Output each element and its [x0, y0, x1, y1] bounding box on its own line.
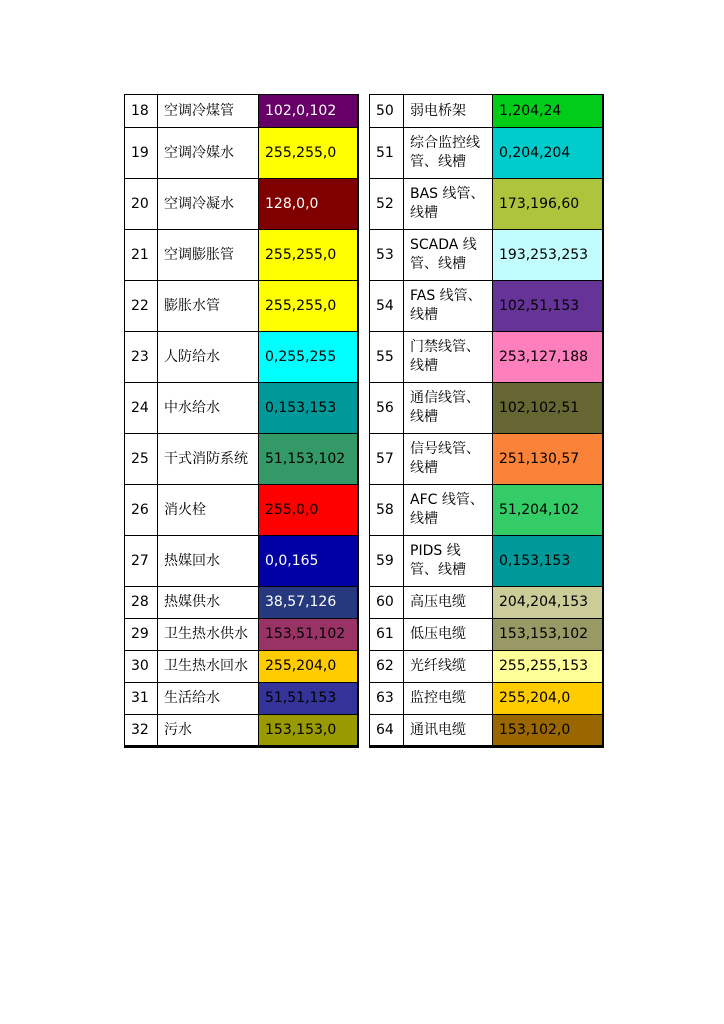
color-swatch: 51,204,102 — [493, 485, 603, 536]
row-number: 57 — [370, 434, 404, 485]
color-swatch: 128,0,0 — [259, 179, 358, 230]
table-row — [125, 383, 358, 434]
pipe-name: 综合监控线管、线槽 — [404, 128, 493, 179]
color-swatch: 173,196,60 — [493, 179, 603, 230]
table-row — [370, 230, 603, 281]
table-row — [370, 587, 603, 619]
table-row — [125, 651, 358, 683]
color-swatch: 0,0,165 — [259, 536, 358, 587]
row-number: 63 — [370, 683, 404, 715]
pipe-name: 卫生热水回水 — [158, 651, 259, 683]
color-swatch: 204,204,153 — [493, 587, 603, 619]
color-swatch: 153,51,102 — [259, 619, 358, 651]
table-row — [125, 230, 358, 281]
row-number: 53 — [370, 230, 404, 281]
pipe-name: AFC 线管、线槽 — [404, 485, 493, 536]
table-row — [125, 683, 358, 715]
color-swatch: 102,102,51 — [493, 383, 603, 434]
row-number: 61 — [370, 619, 404, 651]
table-row — [370, 179, 603, 230]
pipe-name: 门禁线管、线槽 — [404, 332, 493, 383]
table-row — [370, 281, 603, 332]
color-swatch: 255,255,0 — [259, 128, 358, 179]
color-swatch: 0,153,153 — [259, 383, 358, 434]
pipe-name: 光纤线缆 — [404, 651, 493, 683]
row-number: 27 — [125, 536, 158, 587]
pipe-name: 空调冷煤管 — [158, 95, 259, 128]
row-number: 19 — [125, 128, 158, 179]
row-number: 55 — [370, 332, 404, 383]
table-row — [125, 715, 358, 747]
color-swatch: 153,153,102 — [493, 619, 603, 651]
table-row — [125, 332, 358, 383]
row-number: 24 — [125, 383, 158, 434]
row-number: 59 — [370, 536, 404, 587]
row-number: 21 — [125, 230, 158, 281]
pipe-name: 消火栓 — [158, 485, 259, 536]
row-number: 26 — [125, 485, 158, 536]
pipe-name: 弱电桥架 — [404, 95, 493, 128]
color-swatch: 153,102,0 — [493, 715, 603, 747]
pipe-name: BAS 线管、线槽 — [404, 179, 493, 230]
table-row — [370, 683, 603, 715]
color-swatch: 253,127,188 — [493, 332, 603, 383]
row-number: 56 — [370, 383, 404, 434]
row-number: 50 — [370, 95, 404, 128]
table-row — [125, 95, 358, 128]
pipe-name: FAS 线管、线槽 — [404, 281, 493, 332]
color-table-right — [369, 94, 604, 748]
pipe-name: 空调冷媒水 — [158, 128, 259, 179]
pipe-name: 信号线管、线槽 — [404, 434, 493, 485]
color-swatch: 102,51,153 — [493, 281, 603, 332]
color-table-left — [124, 94, 359, 748]
pipe-name: 高压电缆 — [404, 587, 493, 619]
color-swatch: 193,253,253 — [493, 230, 603, 281]
pipe-name: PIDS 线管、线槽 — [404, 536, 493, 587]
pipe-name: SCADA 线管、线槽 — [404, 230, 493, 281]
table-row — [370, 128, 603, 179]
color-swatch: 255,204,0 — [259, 651, 358, 683]
color-swatch: 255,255,0 — [259, 230, 358, 281]
pipe-name: 热媒供水 — [158, 587, 259, 619]
pipe-name: 人防给水 — [158, 332, 259, 383]
row-number: 18 — [125, 95, 158, 128]
color-swatch: 255,204,0 — [493, 683, 603, 715]
color-swatch: 38,57,126 — [259, 587, 358, 619]
row-number: 52 — [370, 179, 404, 230]
table-row — [370, 95, 603, 128]
row-number: 62 — [370, 651, 404, 683]
color-swatch: 51,51,153 — [259, 683, 358, 715]
table-row — [370, 434, 603, 485]
row-number: 60 — [370, 587, 404, 619]
table-row — [370, 619, 603, 651]
table-row — [125, 434, 358, 485]
pipe-name: 生活给水 — [158, 683, 259, 715]
table-row — [125, 536, 358, 587]
table-row — [125, 485, 358, 536]
pipe-name: 中水给水 — [158, 383, 259, 434]
row-number: 28 — [125, 587, 158, 619]
row-number: 31 — [125, 683, 158, 715]
color-swatch: 102,0,102 — [259, 95, 358, 128]
color-swatch: 255,0,0 — [259, 485, 358, 536]
table-row — [125, 179, 358, 230]
color-swatch: 255,255,0 — [259, 281, 358, 332]
color-swatch: 0,153,153 — [493, 536, 603, 587]
pipe-name: 卫生热水供水 — [158, 619, 259, 651]
pipe-name: 通讯电缆 — [404, 715, 493, 747]
row-number: 22 — [125, 281, 158, 332]
row-number: 30 — [125, 651, 158, 683]
table-row — [125, 281, 358, 332]
pipe-name: 监控电缆 — [404, 683, 493, 715]
row-number: 23 — [125, 332, 158, 383]
table-row — [370, 332, 603, 383]
pipe-name: 通信线管、线槽 — [404, 383, 493, 434]
pipe-name: 空调冷凝水 — [158, 179, 259, 230]
table-row — [370, 383, 603, 434]
color-swatch: 1,204,24 — [493, 95, 603, 128]
pipe-name: 膨胀水管 — [158, 281, 259, 332]
row-number: 32 — [125, 715, 158, 747]
table-row — [370, 715, 603, 747]
table-row — [370, 536, 603, 587]
pipe-name: 干式消防系统 — [158, 434, 259, 485]
table-row — [370, 651, 603, 683]
pipe-name: 污水 — [158, 715, 259, 747]
table-row — [370, 485, 603, 536]
color-swatch: 0,255,255 — [259, 332, 358, 383]
row-number: 25 — [125, 434, 158, 485]
color-swatch: 51,153,102 — [259, 434, 358, 485]
table-row — [125, 128, 358, 179]
row-number: 51 — [370, 128, 404, 179]
pipe-name: 空调膨胀管 — [158, 230, 259, 281]
color-swatch: 255,255,153 — [493, 651, 603, 683]
pipe-name: 热媒回水 — [158, 536, 259, 587]
color-swatch: 153,153,0 — [259, 715, 358, 747]
pipe-name: 低压电缆 — [404, 619, 493, 651]
table-row — [125, 587, 358, 619]
row-number: 54 — [370, 281, 404, 332]
row-number: 58 — [370, 485, 404, 536]
row-number: 64 — [370, 715, 404, 747]
row-number: 29 — [125, 619, 158, 651]
color-swatch: 251,130,57 — [493, 434, 603, 485]
table-row — [125, 619, 358, 651]
row-number: 20 — [125, 179, 158, 230]
color-swatch: 0,204,204 — [493, 128, 603, 179]
